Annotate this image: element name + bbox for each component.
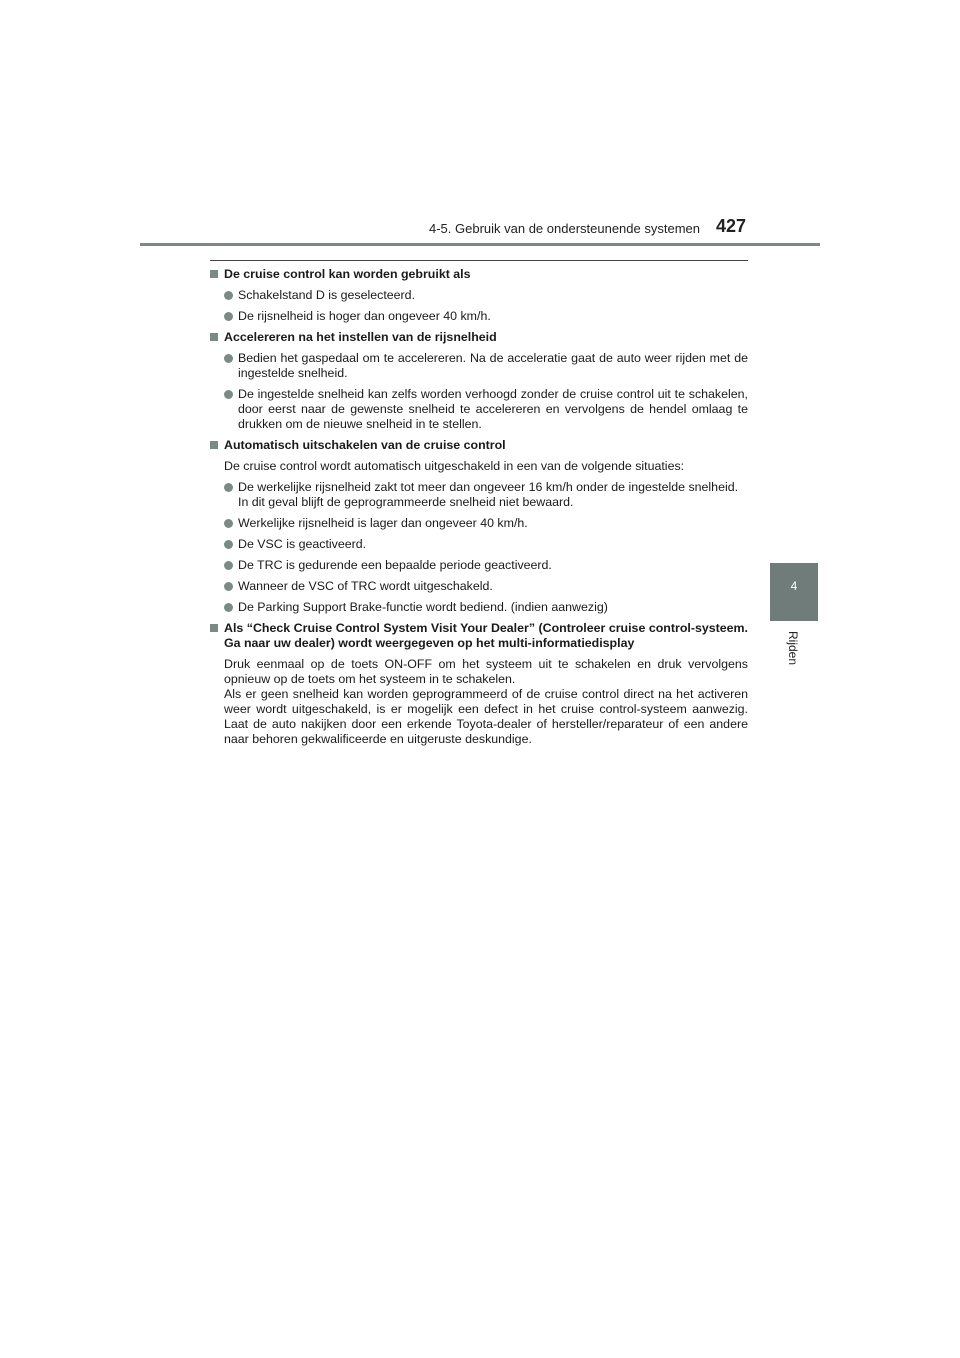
list-item [210,387,748,432]
section-heading [210,267,748,282]
chapter-label: Rijden [786,631,800,666]
list-item [210,579,748,594]
list-item [210,480,748,510]
page-number: 427 [716,216,747,236]
list-item-text: De VSC is geactiveerd. [238,537,367,551]
header-rule [140,243,820,246]
circle-bullet-icon [224,291,233,300]
list-item [210,516,748,531]
circle-bullet-icon [224,354,233,363]
list-item [210,600,748,615]
section-heading-text: De cruise control kan worden gebruikt als [224,267,471,281]
section-intro: De cruise control wordt automatisch uitgeschakeld in een van de volgende situaties: [224,459,685,473]
list-item [210,309,748,324]
content-body [210,267,748,747]
paragraph-text: Druk eenmaal op de toets ON-OFF om het systeem uit te schakelen en druk vervolgens opnieuw op de toets om het systeem in te schakelen. [224,657,748,686]
circle-bullet-icon [224,582,233,591]
section-heading [210,330,748,345]
square-bullet-icon [210,270,218,278]
section-heading-text: Als “Check Cruise Control System Visit Your Dealer” (Controleer cruise control-systeem. Ga naar uw dealer) wordt weergegeven op het multi-informatiedisplay [224,621,748,650]
circle-bullet-icon [224,603,233,612]
circle-bullet-icon [224,561,233,570]
paragraph-text: Als er geen snelheid kan worden geprogrammeerd of de cruise control direct na het activeren weer wordt uitgeschakeld, is er mogelijk een defect in het cruise control-systeem aanwezig. Laat de auto nakijken door een erkende Toyota-dealer of hersteller/reparateur of een andere naar behoren gekwalificeerde en uitgeruste deskundige. [224,687,748,746]
circle-bullet-icon [224,540,233,549]
list-item-text: Werkelijke rijsnelheid is lager dan ongeveer 40 km/h. [238,516,528,530]
list-item-text: De werkelijke rijsnelheid zakt tot meer dan ongeveer 16 km/h onder de ingestelde snelheid. [238,480,739,494]
running-header: 4-5. Gebruik van de ondersteunende systemen [428,221,700,236]
list-item-text: De Parking Support Brake-functie wordt bediend. (indien aanwezig) [238,600,608,614]
chapter-number: 4 [790,579,798,593]
section-check-message [210,621,748,747]
list-item-note: In dit geval blijft de geprogrammeerde snelheid niet bewaard. [238,495,574,509]
list-item-text: De rijsnelheid is hoger dan ongeveer 40 km/h. [238,309,491,323]
circle-bullet-icon [224,312,233,321]
list-item-text: Wanneer de VSC of TRC wordt uitgeschakeld. [238,579,493,593]
circle-bullet-icon [224,390,233,399]
list-item-text: De ingestelde snelheid kan zelfs worden verhoogd zonder de cruise control uit te schakelen, door eerst naar de gewenste snelheid te accelereren en vervolgens de hendel omlaag te drukken om de nieuwe snelheid in te stellen. [238,387,748,431]
section-usable-conditions [210,267,748,324]
section-heading-text: Automatisch uitschakelen van de cruise control [224,438,506,452]
square-bullet-icon [210,333,218,341]
circle-bullet-icon [224,483,233,492]
content-top-rule [210,260,748,261]
section-heading [210,438,748,453]
section-heading [210,621,748,651]
section-accelerating [210,330,748,432]
list-item [210,288,748,303]
list-item [210,537,748,552]
section-paragraph [210,657,748,747]
circle-bullet-icon [224,519,233,528]
square-bullet-icon [210,441,218,449]
section-heading-text: Accelereren na het instellen van de rijsnelheid [224,330,497,344]
list-item [210,558,748,573]
list-item-text: Bedien het gaspedaal om te accelereren. Na de acceleratie gaat de auto weer rijden met de ingestelde snelheid. [238,351,748,380]
list-item-text: De TRC is gedurende een bepaalde periode geactiveerd. [238,558,552,572]
square-bullet-icon [210,624,218,632]
list-item-text: Schakelstand D is geselecteerd. [238,288,416,302]
section-auto-cancel [210,438,748,615]
list-item [210,351,748,381]
